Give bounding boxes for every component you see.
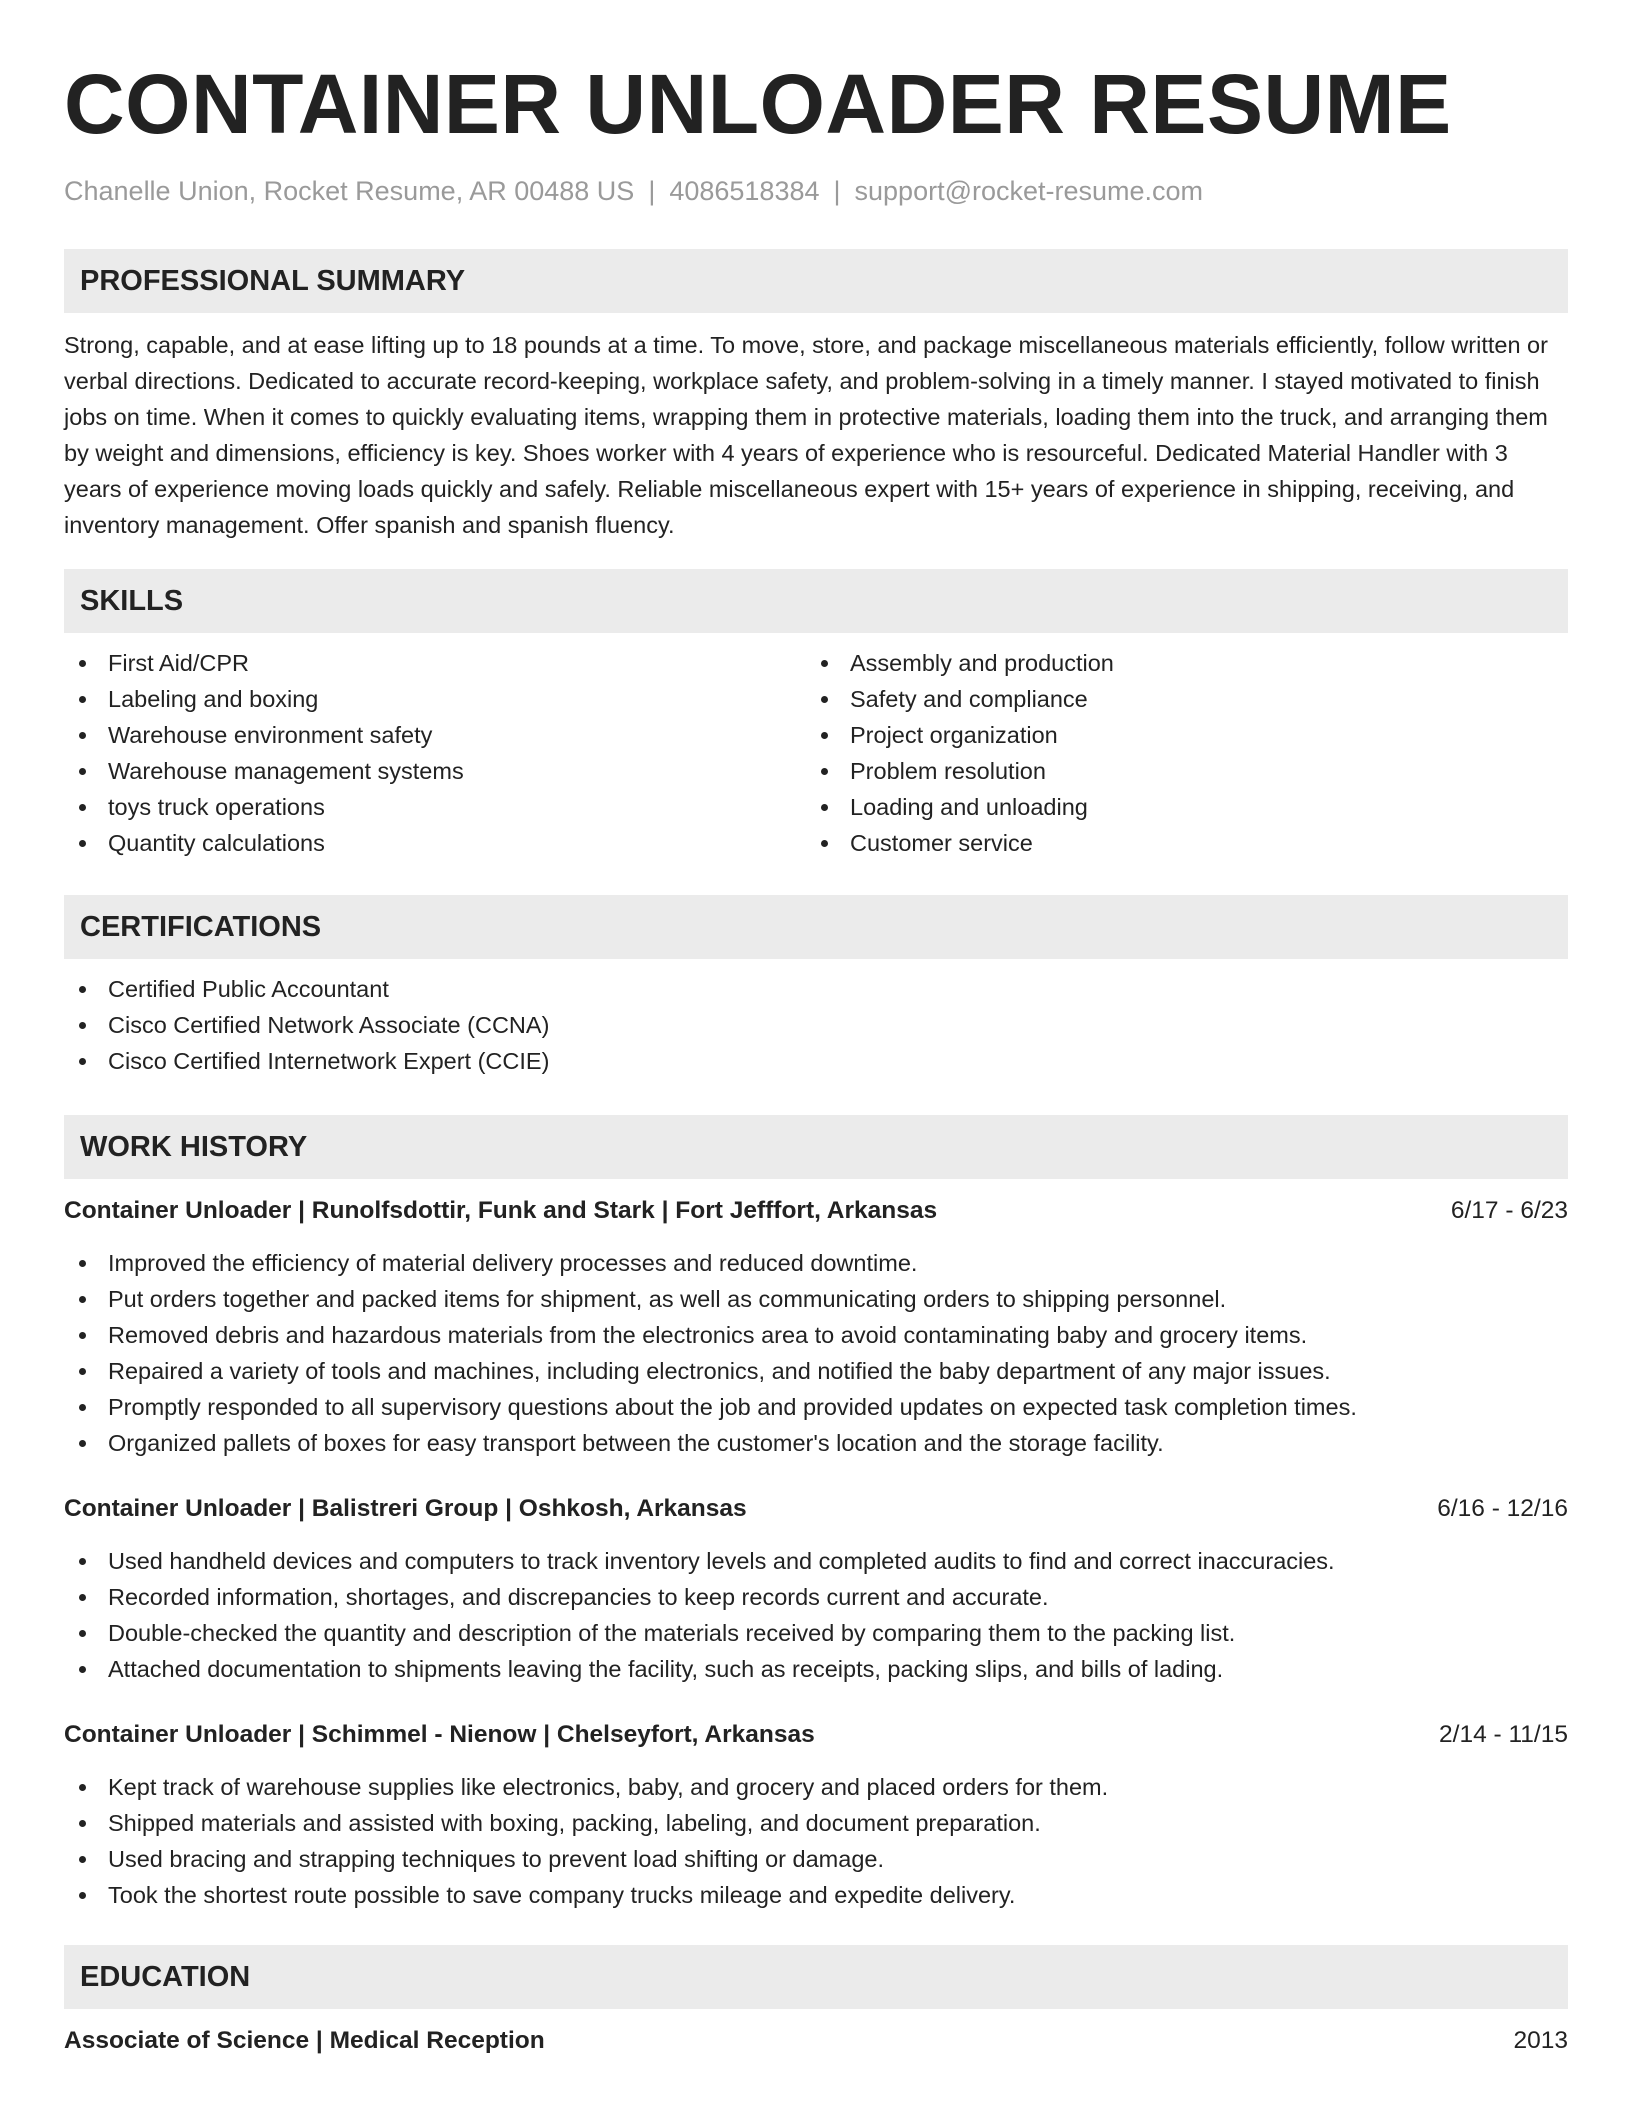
job-bullets: [64, 1543, 1568, 1687]
list-item: First Aid/CPR: [64, 645, 806, 681]
list-item: Improved the efficiency of material delivery processes and reduced downtime.: [64, 1245, 1568, 1281]
job-entry: [64, 1491, 1568, 1687]
list-item: Cisco Certified Internetwork Expert (CCIE): [64, 1043, 1568, 1079]
list-item: Used handheld devices and computers to track inventory levels and completed audits to find and correct inaccuracies.: [64, 1543, 1568, 1579]
section-heading-summary: PROFESSIONAL SUMMARY: [64, 249, 1568, 313]
job-title: Container Unloader | Runolfsdottir, Funk and Stark | Fort Jefffort, Arkansas: [64, 1197, 938, 1224]
job-bullets: [64, 1245, 1568, 1461]
skills-column-left: [64, 645, 806, 861]
list-item: toys truck operations: [64, 789, 806, 825]
job-header: [64, 1193, 1568, 1229]
list-item: Warehouse management systems: [64, 753, 806, 789]
list-item: Organized pallets of boxes for easy transport between the customer's location and the storage facility.: [64, 1425, 1568, 1461]
summary-text: Strong, capable, and at ease lifting up to 18 pounds at a time. To move, store, and package miscellaneous materials efficiently, follow written or verbal directions. Dedicated to accurate record-keeping, workplace safety, and problem-solving in a timely manner. I stayed motivated to finish jobs on time. When it comes to quickly evaluating items, wrapping them in protective materials, loading them into the truck, and arranging them by weight and dimensions, efficiency is key. Shoes worker with 4 years of experience who is resourceful. Dedicated Material Handler with 3 years of experience moving loads quickly and safely. Reliable miscellaneous expert with 15+ years of experience in shipping, receiving, and inventory management. Offer spanish and spanish fluency.: [64, 332, 1548, 538]
contact-email: support@rocket-resume.com: [854, 176, 1204, 206]
education-title: Associate of Science | Medical Reception: [64, 2027, 545, 2054]
education-header: [64, 2023, 1568, 2059]
section-heading-work-history: WORK HISTORY: [64, 1115, 1568, 1179]
list-item: Problem resolution: [806, 753, 1548, 789]
job-dates: 6/17 - 6/23: [1450, 1197, 1568, 1224]
list-item: Repaired a variety of tools and machines, including electronics, and notified the baby department of any major issues.: [64, 1353, 1568, 1389]
list-item: Took the shortest route possible to save company trucks mileage and expedite delivery.: [64, 1877, 1568, 1913]
job-entry: [64, 1193, 1568, 1461]
job-header: [64, 1491, 1568, 1527]
job-dates: 6/16 - 12/16: [1437, 1495, 1568, 1522]
section-heading-education: EDUCATION: [64, 1945, 1568, 2009]
list-item: Quantity calculations: [64, 825, 806, 861]
contact-separator: |: [648, 176, 656, 206]
job-header: [64, 1717, 1568, 1753]
list-item: Safety and compliance: [806, 681, 1548, 717]
contact-separator: |: [833, 176, 841, 206]
list-item: Customer service: [806, 825, 1548, 861]
section-heading-certifications: CERTIFICATIONS: [64, 895, 1568, 959]
education-entry: [64, 2023, 1568, 2059]
skills-grid: [64, 645, 1568, 861]
list-item: Shipped materials and assisted with boxing, packing, labeling, and document preparation.: [64, 1805, 1568, 1841]
list-item: Project organization: [806, 717, 1548, 753]
resume-title: CONTAINER UNLOADER RESUME: [64, 57, 1452, 151]
list-item: Recorded information, shortages, and discrepancies to keep records current and accurate.: [64, 1579, 1568, 1615]
list-item: Cisco Certified Network Associate (CCNA): [64, 1007, 1568, 1043]
job-bullets: [64, 1769, 1568, 1913]
education-year: 2013: [1513, 2027, 1568, 2054]
list-item: Assembly and production: [806, 645, 1548, 681]
job-title: Container Unloader | Schimmel - Nienow | Chelseyfort, Arkansas: [64, 1721, 815, 1748]
list-item: Kept track of warehouse supplies like electronics, baby, and grocery and placed orders for them.: [64, 1769, 1568, 1805]
contact-phone: 4086518384: [669, 176, 820, 206]
list-item: Warehouse environment safety: [64, 717, 806, 753]
list-item: Double-checked the quantity and description of the materials received by comparing them to the packing list.: [64, 1615, 1568, 1651]
list-item: Removed debris and hazardous materials from the electronics area to avoid contaminating baby and grocery items.: [64, 1317, 1568, 1353]
skills-list-left: [64, 645, 806, 861]
contact-address: Chanelle Union, Rocket Resume, AR 00488 US: [64, 176, 635, 206]
list-item: Used bracing and strapping techniques to prevent load shifting or damage.: [64, 1841, 1568, 1877]
job-title: Container Unloader | Balistreri Group | Oshkosh, Arkansas: [64, 1495, 747, 1522]
section-heading-skills: SKILLS: [64, 569, 1568, 633]
list-item: Put orders together and packed items for shipment, as well as communicating orders to shipping personnel.: [64, 1281, 1568, 1317]
list-item: Promptly responded to all supervisory questions about the job and provided updates on expected task completion times.: [64, 1389, 1568, 1425]
job-dates: 2/14 - 11/15: [1439, 1721, 1568, 1748]
skills-list-right: [806, 645, 1548, 861]
list-item: Certified Public Accountant: [64, 971, 1568, 1007]
contact-line: [64, 174, 1568, 208]
list-item: Loading and unloading: [806, 789, 1548, 825]
certifications-list: [64, 971, 1568, 1079]
list-item: Labeling and boxing: [64, 681, 806, 717]
list-item: Attached documentation to shipments leaving the facility, such as receipts, packing slips, and bills of lading.: [64, 1651, 1568, 1687]
job-entry: [64, 1717, 1568, 1913]
skills-column-right: [806, 645, 1548, 861]
